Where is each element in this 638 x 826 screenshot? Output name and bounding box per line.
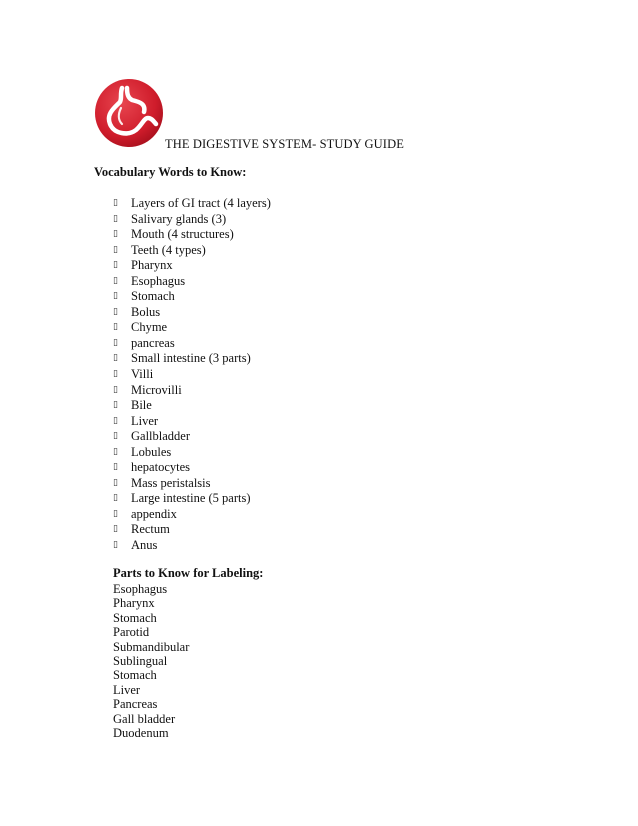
bullet-icon bbox=[113, 212, 131, 228]
bullet-icon bbox=[113, 274, 131, 290]
list-item: ▯ hepatocytes bbox=[113, 460, 271, 476]
list-item: ▯ Mass peristalsis bbox=[113, 476, 271, 492]
bullet-icon bbox=[113, 507, 131, 523]
bullet-icon bbox=[113, 429, 131, 445]
list-item: ▯ Layers of GI tract (4 layers) bbox=[113, 196, 271, 212]
bullet-icon bbox=[113, 243, 131, 259]
bullet-icon bbox=[113, 445, 131, 461]
stomach-logo-icon bbox=[94, 78, 164, 148]
bullet-icon bbox=[113, 398, 131, 414]
bullet-icon bbox=[113, 227, 131, 243]
bullet-icon bbox=[113, 414, 131, 430]
vocabulary-list bbox=[113, 196, 271, 554]
list-item: ▯ Microvilli bbox=[113, 383, 271, 399]
bullet-icon bbox=[113, 538, 131, 554]
bullet-icon bbox=[113, 320, 131, 336]
bullet-icon bbox=[113, 476, 131, 492]
bullet-icon bbox=[113, 522, 131, 538]
list-item: ▯ Pharynx bbox=[113, 258, 271, 274]
bullet-icon bbox=[113, 383, 131, 399]
list-item: ▯ Anus bbox=[113, 538, 271, 554]
bullet-icon bbox=[113, 336, 131, 352]
list-item: ▯ Large intestine (5 parts) bbox=[113, 491, 271, 507]
list-item: Liver bbox=[113, 682, 141, 697]
list-item: ▯ Liver bbox=[113, 414, 271, 430]
bullet-icon bbox=[113, 367, 131, 383]
bullet-icon bbox=[113, 196, 131, 212]
list-item: ▯ Small intestine (3 parts) bbox=[113, 351, 271, 367]
list-item: ▯ Bolus bbox=[113, 305, 271, 321]
list-item: ▯ Teeth (4 types) bbox=[113, 243, 271, 259]
labeling-heading: Parts to Know for Labeling: bbox=[113, 566, 264, 580]
list-item: Pancreas bbox=[113, 697, 158, 712]
bullet-icon bbox=[113, 289, 131, 305]
list-item: Duodenum bbox=[113, 725, 169, 740]
list-item: ▯ Lobules bbox=[113, 445, 271, 461]
list-item: ▯ Bile bbox=[113, 398, 271, 414]
vocabulary-heading: Vocabulary Words to Know: bbox=[94, 165, 247, 179]
list-item: ▯ pancreas bbox=[113, 336, 271, 352]
page-title: THE DIGESTIVE SYSTEM- STUDY GUIDE bbox=[165, 137, 404, 151]
list-item: ▯ Rectum bbox=[113, 522, 271, 538]
list-item: ▯ Salivary glands (3) bbox=[113, 212, 271, 228]
list-item: Pharynx bbox=[113, 596, 155, 611]
list-item: ▯ Chyme bbox=[113, 320, 271, 336]
list-item: ▯ Stomach bbox=[113, 289, 271, 305]
list-item: ▯ Gallbladder bbox=[113, 429, 271, 445]
list-item: Stomach bbox=[113, 668, 157, 683]
bullet-icon bbox=[113, 258, 131, 274]
list-item: ▯ Esophagus bbox=[113, 274, 271, 290]
list-item: Esophagus bbox=[113, 582, 168, 596]
list-item: ▯ Mouth (4 structures) bbox=[113, 227, 271, 243]
list-item: ▯ appendix bbox=[113, 507, 271, 523]
bullet-icon bbox=[113, 460, 131, 476]
list-item: Parotid bbox=[113, 625, 150, 640]
labeling-list bbox=[113, 582, 189, 740]
list-item: Gall bladder bbox=[113, 711, 176, 726]
bullet-icon bbox=[113, 305, 131, 321]
list-item: Sublingual bbox=[113, 653, 168, 668]
bullet-icon bbox=[113, 491, 131, 507]
list-item: Stomach bbox=[113, 610, 157, 625]
list-item: ▯ Villi bbox=[113, 367, 271, 383]
bullet-icon bbox=[113, 351, 131, 367]
list-item: Submandibular bbox=[113, 639, 190, 654]
